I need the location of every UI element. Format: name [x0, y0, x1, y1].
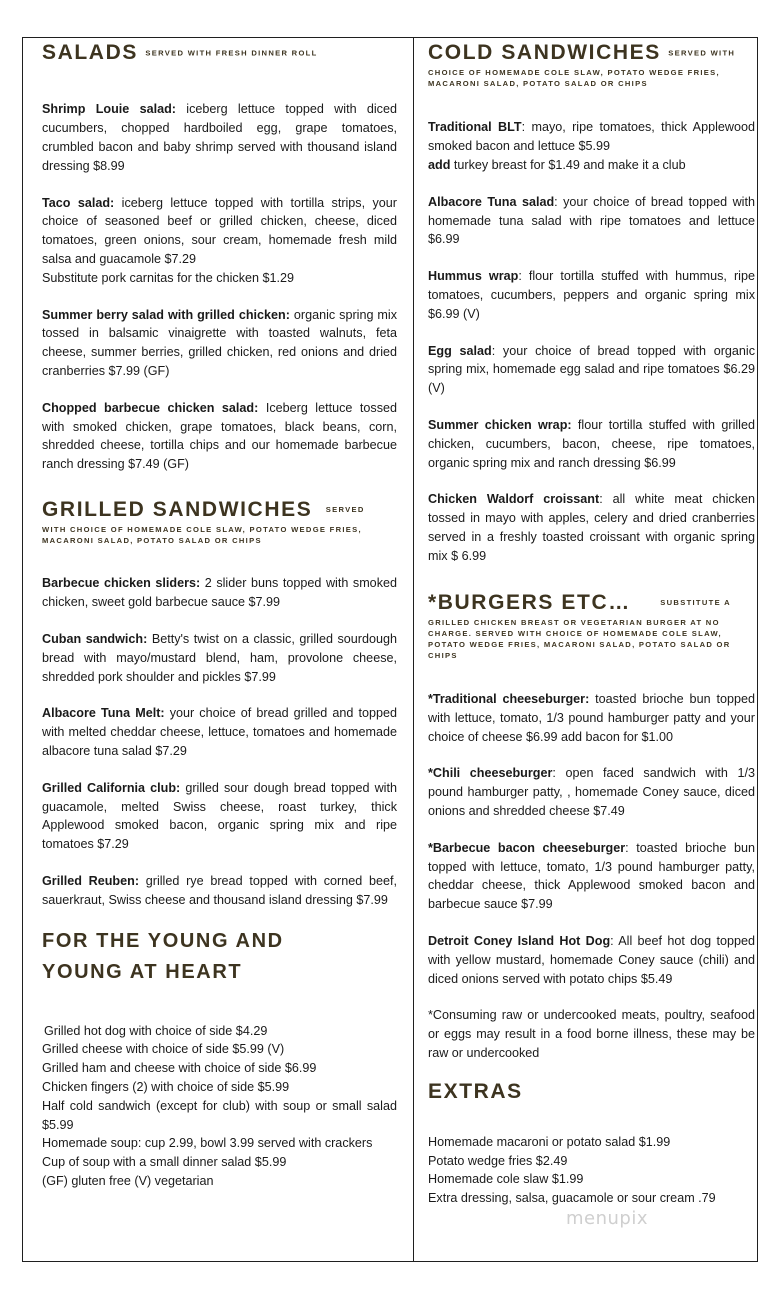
- item-desc: : all white meat chicken tossed in mayo with apples, celery and dried cranberries served in a freshly toasted croissant with organic spring mix $ 6.99: [428, 492, 756, 563]
- item-name: *Chili cheeseburger: [428, 766, 553, 781]
- salads-title: SALADS: [42, 41, 138, 64]
- item-desc: Iceberg lettuce tossed with smoked chicken, grape tomatoes, black beans, corn, shredded cheese, tortilla chips and our homemade barbecue ranch dressing $7.49 (GF): [42, 400, 398, 472]
- item-addon-label: add: [428, 158, 451, 173]
- item-name: Grilled California club:: [42, 780, 181, 795]
- list-item: Potato wedge fries $2.49: [428, 1153, 568, 1168]
- left-column: [42, 38, 397, 1191]
- menu-item: [42, 306, 397, 381]
- menu-item: [42, 194, 397, 288]
- food-safety-warning: *Consuming raw or undercooked meats, poultry, seafood or eggs may result in a food borne illness, these may be raw or undercooked: [428, 1008, 755, 1060]
- item-name: Summer berry salad with grilled chicken:: [42, 307, 290, 322]
- item-name: Summer chicken wrap:: [428, 418, 572, 433]
- item-desc: grilled rye bread topped with corned beef, sauerkraut, Swiss cheese and thousand island dressing $7.99: [42, 874, 397, 907]
- extras-heading: EXTRAS: [428, 1079, 523, 1103]
- burgers-heading: [428, 590, 755, 616]
- burgers-title: *BURGERS ETC…: [428, 590, 631, 614]
- item-name: Albacore Tuna salad: [428, 194, 555, 209]
- item-name: Taco salad:: [42, 195, 115, 210]
- item-desc: grilled sour dough bread topped with guacamole, melted Swiss cheese, roast turkey, thick Applewood smoked bacon, organic spring mix and ripe tomatoes $7.29: [42, 780, 397, 852]
- item-name: Hummus wrap: [428, 269, 519, 284]
- item-name: Shrimp Louie salad:: [42, 102, 176, 117]
- menu-item: [428, 764, 755, 820]
- item-desc: flour tortilla stuffed with grilled chicken, cucumbers, bacon, cheese, ripe tomatoes, organic spring mix and ranch dressing $6.99: [428, 418, 755, 470]
- list-item: Homemade soup: cup 2.99, bowl 3.99 served with crackers: [42, 1136, 373, 1151]
- menu-item: [428, 416, 755, 472]
- list-item: (GF) gluten free (V) vegetarian: [42, 1173, 214, 1188]
- menu-item: [428, 267, 755, 323]
- grilled-title: GRILLED SANDWICHES: [42, 498, 313, 521]
- item-name: Traditional BLT: [428, 120, 522, 135]
- burgers-note: SUBSTITUTE A: [660, 598, 731, 608]
- item-desc: : your choice of bread topped with homemade tuna salad with ripe tomatoes and lettuce $6.99: [428, 194, 755, 247]
- column-divider: [413, 37, 414, 1262]
- item-name: Cuban sandwich:: [42, 632, 148, 647]
- salads-heading: [42, 40, 397, 66]
- list-item: Chicken fingers (2) with choice of side $5.99: [42, 1080, 290, 1094]
- cold-title: COLD SANDWICHES: [428, 41, 661, 64]
- item-name: Barbecue chicken sliders:: [42, 576, 201, 591]
- item-desc: : flour tortilla stuffed with hummus, ripe tomatoes, cucumbers, peppers and organic spring mix $6.99 (V): [428, 269, 755, 321]
- extras-list: [428, 1133, 755, 1208]
- menu-item: [428, 490, 755, 565]
- list-item: Cup of soup with a small dinner salad $5.99: [42, 1155, 287, 1170]
- cold-subnote: CHOICE OF HOMEMADE COLE SLAW, POTATO WEDGE FRIES, MACARONI SALAD, POTATO SALAD OR CHIPS: [428, 68, 720, 89]
- young-title-line2: YOUNG AT HEART: [42, 960, 243, 983]
- item-addon: [428, 156, 755, 175]
- burgers-subnote: GRILLED CHICKEN BREAST OR VEGETARIAN BURGER AT NO CHARGE. SERVED WITH CHOICE OF HOMEMADE COLE SLAW, POTATO WEDGE FRIES, MACARONI SALAD, POTATO SALAD OR CHIPS: [428, 618, 731, 661]
- menu-item: [428, 690, 755, 746]
- list-item: Grilled hot dog with choice of side $4.29: [44, 1023, 268, 1038]
- right-column: [428, 38, 755, 1208]
- item-name: *Barbecue bacon cheeseburger: [428, 840, 626, 855]
- item-desc: your choice of bread grilled and topped with melted cheddar cheese, lettuce, tomatoes and homemade albacore tuna salad $7.29: [42, 706, 397, 759]
- list-item: Extra dressing, salsa, guacamole or sour cream .79: [428, 1191, 716, 1206]
- salads-note: SERVED WITH FRESH DINNER ROLL: [145, 48, 318, 58]
- menu-item: [428, 118, 755, 174]
- item-desc: 2 slider buns topped with smoked chicken, sweet gold barbecue sauce $7.99: [42, 576, 397, 610]
- menu-item: [42, 100, 397, 175]
- young-list: [42, 1022, 397, 1191]
- menu-item: [42, 399, 397, 474]
- item-extra: Substitute pork carnitas for the chicken $1.29: [42, 270, 295, 285]
- item-desc: : mayo, ripe tomatoes, thick Applewood smoked bacon and lettuce $5.99: [428, 120, 755, 154]
- menu-item: [42, 574, 397, 612]
- young-heading: [42, 926, 397, 988]
- item-name: Grilled Reuben:: [42, 874, 140, 889]
- item-name: Detroit Coney Island Hot Dog: [428, 934, 611, 949]
- item-name: Albacore Tuna Melt:: [42, 706, 165, 721]
- menu-item: [428, 839, 755, 914]
- item-name: Egg salad: [428, 343, 492, 358]
- list-item: Homemade macaroni or potato salad $1.99: [428, 1134, 671, 1149]
- cold-note: SERVED WITH: [668, 48, 736, 58]
- grilled-heading: [42, 497, 397, 523]
- item-name: Chicken Waldorf croissant: [428, 492, 600, 507]
- menupix-watermark: menupix: [566, 1208, 649, 1229]
- menu-item: [428, 193, 755, 249]
- list-item: Grilled cheese with choice of side $5.99 (V): [42, 1042, 285, 1057]
- item-desc: : your choice of bread topped with organic spring mix, homemade egg salad and ripe tomatoes $6.29 (V): [428, 343, 755, 396]
- item-desc: iceberg lettuce topped with tortilla strips, your choice of seasoned beef or grilled chicken, cheese, diced tomatoes, green onions, sour cream, homemade fresh mild salsa and guacamole $7.29: [42, 195, 397, 267]
- item-desc: : open faced sandwich with 1/3 pound hamburger patty, , homemade Coney sauce, diced onions and shredded cheese $7.49: [428, 766, 755, 819]
- item-desc: Betty's twist on a classic, grilled sourdough bread with mayo/mustard blend, ham, provolone cheese, shredded pork shoulder and pickles $7.99: [42, 632, 397, 684]
- menu-item: [42, 779, 397, 854]
- menu-item: [42, 704, 397, 760]
- item-desc: : All beef hot dog topped with yellow mustard, homemade Coney sauce (chili) and diced onions served with potato chips $5.49: [428, 934, 756, 986]
- cold-heading: [428, 40, 755, 66]
- grilled-subnote: WITH CHOICE OF HOMEMADE COLE SLAW, POTATO WEDGE FRIES, MACARONI SALAD, POTATO SALAD OR CHIPS: [42, 525, 362, 546]
- young-title-line1: FOR THE YOUNG AND: [42, 929, 284, 952]
- menu-item: [42, 630, 397, 686]
- grilled-note: SERVED: [325, 505, 365, 515]
- menu-item: [428, 342, 755, 398]
- item-desc: toasted brioche bun topped with lettuce, tomato, 1/3 pound hamburger patty and your choice of cheese $6.99 add bacon for $1.00: [428, 692, 755, 744]
- menu-item: [428, 932, 755, 988]
- menu-item: [42, 872, 397, 910]
- list-item: Grilled ham and cheese with choice of side $6.99: [42, 1061, 317, 1076]
- item-desc: : toasted brioche bun topped with lettuce, tomato, 1/3 pound hamburger patty, cheddar cheese, thick Applewood smoked bacon and barbecue sauce $7.99: [428, 840, 755, 912]
- item-desc: organic spring mix tossed in balsamic vinaigrette with toasted walnuts, feta cheese, summer berries, grilled chicken, red onions and dried cranberries $7.99 (GF): [42, 307, 397, 379]
- list-item: Homemade cole slaw $1.99: [428, 1172, 584, 1187]
- item-name: *Traditional cheeseburger:: [428, 692, 590, 707]
- item-desc: iceberg lettuce topped with diced cucumbers, chopped hardboiled egg, grape tomatoes, crumbled bacon and baby shrimp served with thousand island dressing $8.99: [42, 102, 397, 173]
- item-addon-desc: turkey breast for $1.49 and make it a club: [450, 158, 686, 173]
- list-item: Half cold sandwich (except for club) with soup or small salad $5.99: [42, 1098, 397, 1132]
- item-name: Chopped barbecue chicken salad:: [42, 400, 259, 415]
